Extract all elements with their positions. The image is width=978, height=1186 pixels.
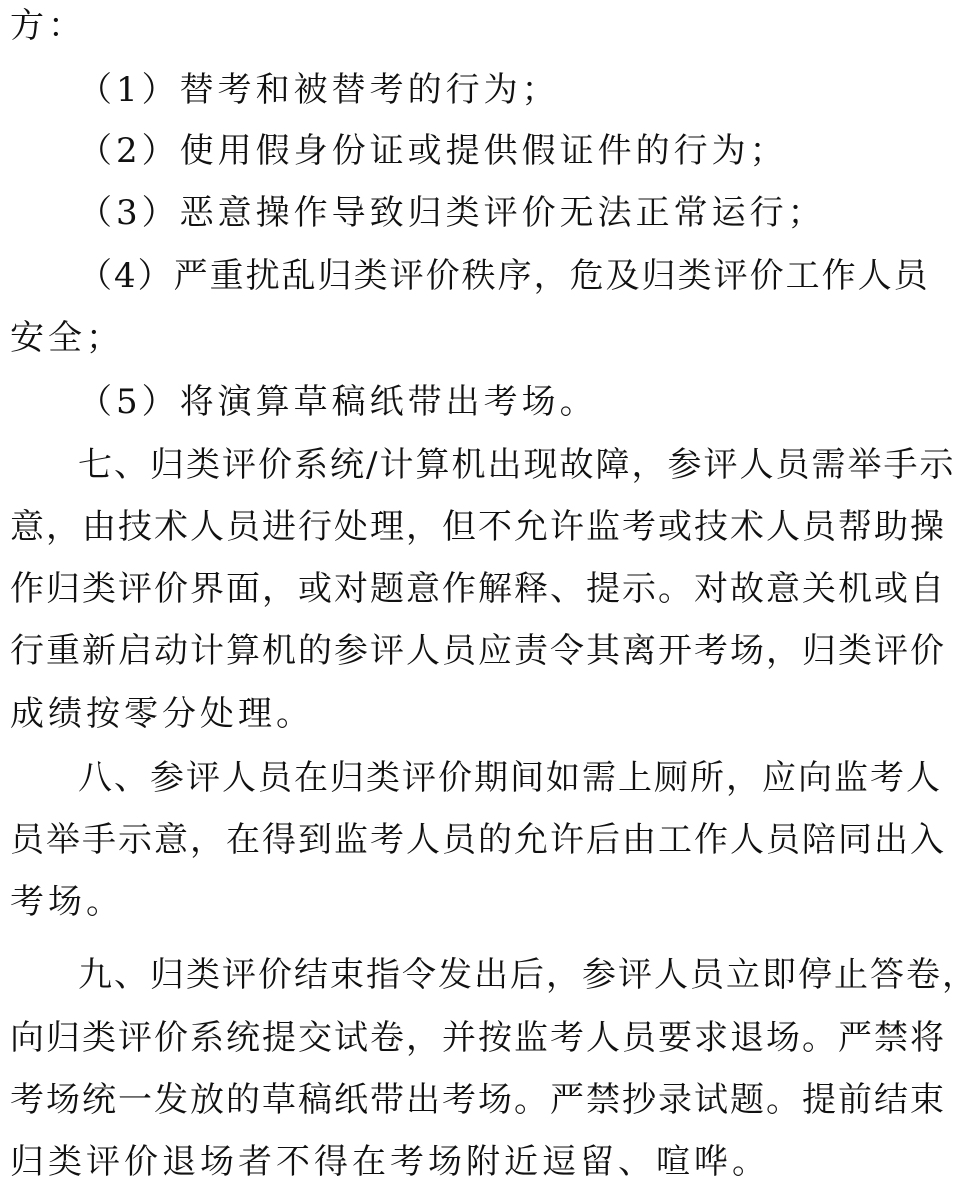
list-item: （4）严重扰乱归类评价秩序，危及归类评价工作人员 <box>78 256 930 296</box>
list-item: （2）使用假身份证或提供假证件的行为； <box>78 131 788 171</box>
paragraph-line: 作归类评价界面，或对题意作解释、提示。对故意关机或自 <box>10 569 946 609</box>
paragraph-line: 归类评价退场者不得在考场附近逗留、喧哗。 <box>10 1142 770 1182</box>
text-line: 安全； <box>10 318 124 358</box>
text-line: 方： <box>10 6 86 46</box>
paragraph-line: 考场统一发放的草稿纸带出考场。严禁抄录试题。提前结束 <box>10 1080 946 1120</box>
paragraph-line: 成绩按零分处理。 <box>10 694 314 734</box>
paragraph-line: 八、参评人员在归类评价期间如需上厕所，应向监考人 <box>78 758 942 798</box>
list-item: （3）恶意操作导致归类评价无法正常运行； <box>78 193 826 233</box>
list-item: （5）将演算草稿纸带出考场。 <box>78 382 598 422</box>
paragraph-line: 意，由技术人员进行处理，但不允许监考或技术人员帮助操 <box>10 507 946 547</box>
paragraph-line: 向归类评价系统提交试卷，并按监考人员要求退场。严禁将 <box>10 1018 946 1058</box>
paragraph-line: 员举手示意，在得到监考人员的允许后由工作人员陪同出入 <box>10 820 946 860</box>
list-item: （1）替考和被替考的行为； <box>78 70 560 110</box>
paragraph-line: 九、归类评价结束指令发出后，参评人员立即停止答卷， <box>78 955 978 995</box>
paragraph-line: 考场。 <box>10 882 124 922</box>
paragraph-line: 行重新启动计算机的参评人员应责令其离开考场，归类评价 <box>10 631 946 671</box>
paragraph-line: 七、归类评价系统/计算机出现故障，参评人员需举手示 <box>78 445 956 485</box>
